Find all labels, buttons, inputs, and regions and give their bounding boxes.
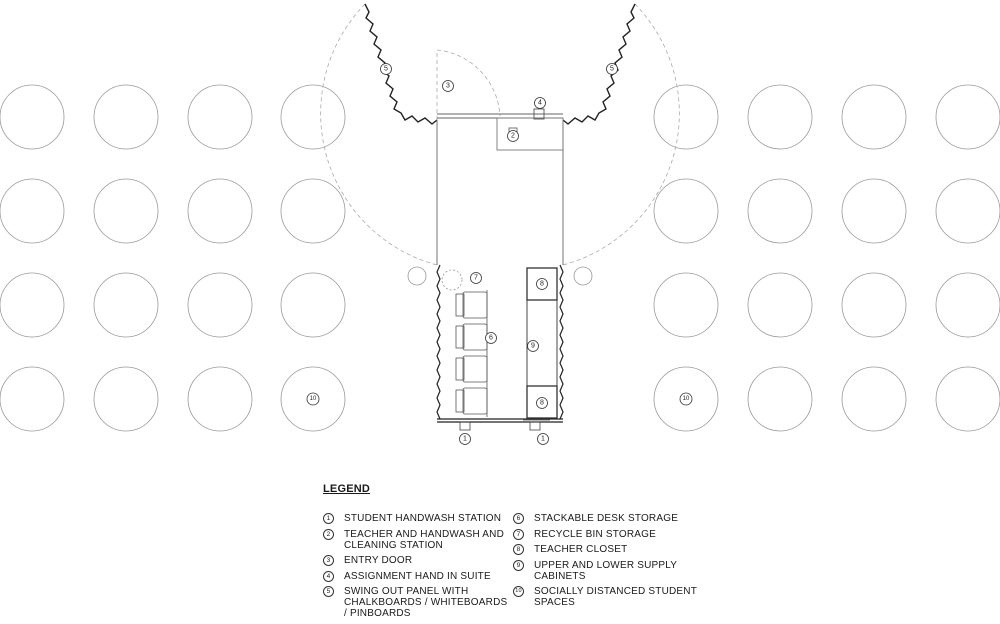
legend-badge: 4 (323, 571, 334, 582)
legend-badge: 7 (513, 529, 524, 540)
tag-10-right: 10 (682, 396, 690, 402)
exterior-circles (408, 267, 592, 285)
legend-badge: 10 (513, 586, 524, 597)
legend-item (323, 586, 513, 619)
container-walls (437, 109, 563, 265)
legend-label: ASSIGNMENT HAND IN SUITE (344, 570, 491, 582)
legend-item (323, 529, 513, 551)
tag-4: 4 (538, 99, 542, 107)
tag-7: 7 (474, 274, 478, 282)
legend-badge: 9 (513, 560, 524, 571)
stackable-desks (456, 290, 487, 417)
swing-out-panels (365, 4, 635, 124)
recycle-bin (442, 270, 462, 290)
legend-label: STACKABLE DESK STORAGE (534, 513, 679, 524)
legend-column-left (323, 513, 513, 624)
legend-item (513, 586, 703, 608)
tag-5-left: 5 (384, 65, 388, 73)
legend-label: TEACHER AND HANDWASH AND CLEANING STATION (344, 528, 505, 551)
tag-1-right: 1 (541, 435, 545, 443)
legend-badge: 8 (513, 544, 524, 555)
tag-8-bottom: 8 (540, 399, 544, 407)
legend-badge: 3 (323, 555, 334, 566)
legend-title: LEGEND (323, 483, 371, 495)
legend-column-right (513, 513, 703, 624)
legend-item (513, 513, 703, 524)
legend-label: UPPER AND LOWER SUPPLY CABINETS (534, 559, 677, 582)
student-spaces-right (654, 85, 1000, 431)
legend-label: SOCIALLY DISTANCED STUDENT SPACES (534, 586, 697, 608)
legend-label: TEACHER CLOSET (534, 544, 628, 555)
legend-badge: 6 (513, 513, 524, 524)
legend-label: RECYCLE BIN STORAGE (534, 528, 656, 540)
legend-badge: 1 (323, 513, 334, 524)
tag-3: 3 (446, 82, 450, 90)
tag-5-right: 5 (610, 65, 614, 73)
legend-label: SWING OUT PANEL WITH CHALKBOARDS / WHITEBOARDS / PINBOARDS (344, 586, 508, 619)
legend-label: ENTRY DOOR (344, 555, 413, 566)
tag-10-left: 10 (309, 396, 317, 402)
legend-item (513, 529, 703, 540)
legend-item (513, 560, 703, 582)
tag-1-left: 1 (463, 435, 467, 443)
legend (323, 483, 883, 619)
legend-item (323, 513, 513, 524)
legend-item (323, 571, 513, 582)
student-spaces-left (0, 85, 345, 431)
legend-badge: 2 (323, 529, 334, 540)
legend-item (513, 544, 703, 555)
tag-8-top: 8 (540, 280, 544, 288)
legend-item (323, 555, 513, 566)
tag-9: 9 (531, 342, 535, 350)
legend-label: STUDENT HANDWASH STATION (344, 513, 502, 524)
tag-2: 2 (511, 132, 515, 140)
tag-6: 6 (489, 334, 493, 342)
legend-badge: 5 (323, 586, 334, 597)
